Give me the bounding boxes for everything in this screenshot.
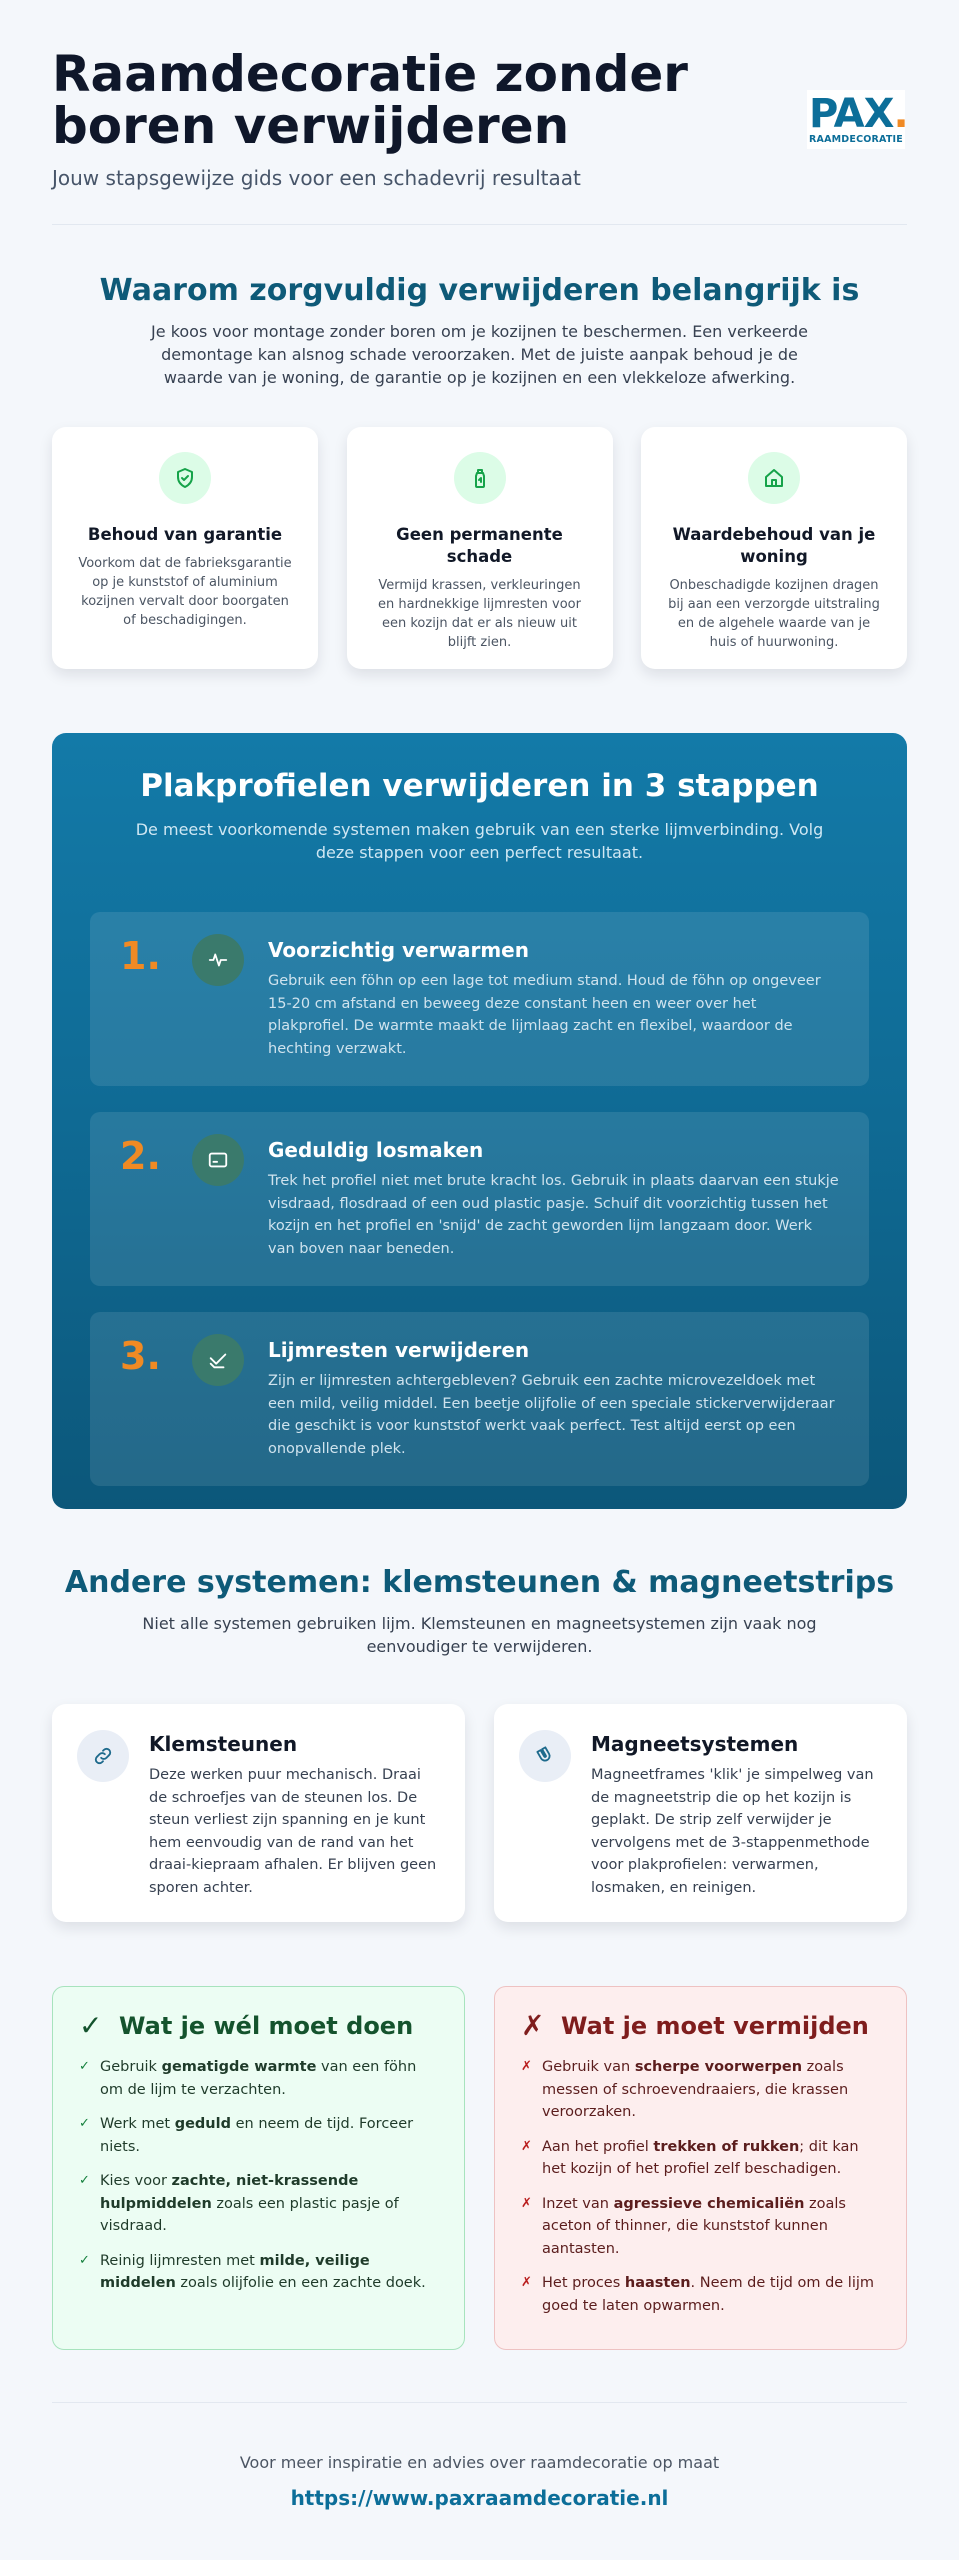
do-box	[52, 1986, 465, 2350]
why-cards	[52, 427, 907, 669]
steps-section	[52, 733, 907, 1509]
other-intro: Niet alle systemen gebruiken lijm. Klemsteunen en magneetsystemen zijn vaak nog eenvoudiger te verwijderen.	[142, 1614, 817, 1656]
text-post: ; dit kan het kozijn of het profiel zelf beschadigen.	[542, 2138, 859, 2177]
step-title: Geduldig losmaken	[268, 1138, 484, 1162]
other-card-title: Klemsteunen	[149, 1732, 298, 1756]
other-card-text: Magneetframes 'klik' je simpelweg van de magneetstrip die op het kozijn is geplakt. De strip zelf verwijder je vervolgens met de 3-stappenmethode voor plakprofielen: verwarmen, losmaken, en reinigen.	[591, 1767, 874, 1896]
step-number: 2.	[120, 1134, 161, 1178]
house-icon	[748, 452, 800, 504]
step-number: 3.	[120, 1334, 161, 1378]
list-item	[79, 2056, 438, 2101]
other-card-title: Magneetsystemen	[591, 1732, 799, 1756]
other-title: Andere systemen: klemsteunen & magneetstrips	[64, 1565, 895, 1600]
logo-wordmark	[809, 91, 908, 137]
text-pre: Gebruik van	[542, 2059, 635, 2075]
step-body	[268, 1334, 839, 1486]
cross-icon: ✗	[521, 2275, 532, 2290]
pax-logo[interactable]	[807, 90, 908, 149]
dont-heading	[521, 2009, 880, 2042]
cross-icon: ✗	[521, 2059, 532, 2074]
text-post: en neem de tijd. Forceer niets.	[100, 2116, 414, 2155]
list-item	[521, 2193, 880, 2261]
step-body	[268, 934, 839, 1086]
header-text	[52, 45, 712, 190]
list-item-text	[542, 2272, 880, 2317]
cross-icon: ✗	[521, 2195, 532, 2211]
text-bold: milde, veilige middelen	[100, 2252, 370, 2291]
why-card-title: Waardebehoud van je woning	[672, 525, 876, 566]
other-card-body	[149, 1730, 437, 1922]
text-post: zoals aceton of thinner, die kunststof kunnen aantasten.	[542, 2195, 846, 2257]
text-post: zoals olijfolie en een zachte doek.	[175, 2275, 426, 2291]
list-item-text	[100, 2113, 438, 2158]
page-title: Raamdecoratie zonder boren verwijderen	[52, 45, 688, 155]
step-title: Voorzichtig verwarmen	[268, 938, 529, 962]
step-item	[90, 912, 869, 1086]
text-bold: agressieve chemicaliën	[613, 2195, 805, 2212]
check-icon: ✓	[79, 2009, 103, 2042]
text-pre: Inzet van	[542, 2195, 614, 2212]
text-bold: zachte, niet-krassende hulpmiddelen	[100, 2173, 359, 2212]
footer-website-link[interactable]: https://www.paxraamdecoratie.nl	[290, 2486, 669, 2510]
list-item	[79, 2250, 438, 2295]
text-post: van een föhn om de lijm te verzachten.	[100, 2059, 417, 2098]
other-card-clamps	[52, 1704, 465, 1922]
why-title: Waarom zorgvuldig verwijderen belangrijk is	[99, 273, 860, 308]
text-bold: haasten	[624, 2275, 691, 2291]
magnet-icon	[519, 1730, 571, 1782]
why-card-title: Geen permanente schade	[396, 525, 563, 566]
footer-text: Voor meer inspiratie en advies over raamdecoratie op maat	[239, 2453, 720, 2472]
list-item-text	[542, 2193, 880, 2261]
text-post: . Neem de tijd om de lijm goed te laten opwarmen.	[542, 2275, 875, 2314]
other-card-body	[591, 1730, 879, 1922]
do-list	[79, 2056, 438, 2295]
dont-box	[494, 1986, 907, 2350]
step-number: 1.	[120, 934, 161, 978]
logo-subtext: RAAMDECORATIE	[809, 134, 903, 145]
steps-list	[90, 912, 869, 1486]
why-card-title: Behoud van garantie	[87, 525, 283, 544]
step-text: Gebruik een föhn op een lage tot medium stand. Houd de föhn op ongeveer 15-20 cm afstand en beweeg deze constant heen en weer over het plakprofiel. De warmte maakt de lijmlaag zacht en flexibel, waardoor de hechting verzwakt.	[268, 973, 821, 1057]
list-item-text	[100, 2170, 438, 2238]
text-pre: Reinig lijmresten met	[100, 2252, 260, 2269]
list-item	[79, 2170, 438, 2238]
step-text: Trek het profiel niet met brute kracht los. Gebruik in plaats daarvan een stukje visdraad, flosdraad of een oud plastic pasje. Schuif dit voorzichtig tussen het kozijn en het profiel en 'snijd' de zacht geworden lijm langzaam door. Werk van boven naar beneden.	[268, 1173, 839, 1257]
list-item	[521, 2056, 880, 2124]
link-icon	[77, 1730, 129, 1782]
logo-main-text: PAX	[809, 91, 894, 137]
text-pre: Werk met	[100, 2116, 175, 2132]
footer	[52, 2402, 907, 2510]
why-card-text: Vermijd krassen, verkleuringen en hardnekkige lijmresten voor een kozijn dat er als nieuw uit blijft zien.	[378, 578, 581, 650]
do-title: Wat je wél moet doen	[119, 2011, 414, 2040]
other-card-text: Deze werken puur mechanisch. Draai de schroefjes van de steunen los. De steun verliest zijn spanning en je kunt hem eenvoudig van de rand van het draai-kiepraam afhalen. Er blijven geen sporen achter.	[149, 1767, 437, 1896]
text-pre: Aan het profiel	[542, 2138, 654, 2155]
step-body	[268, 1134, 839, 1286]
text-pre: Het proces	[542, 2275, 625, 2291]
text-pre: Gebruik	[100, 2059, 162, 2075]
list-item-text	[100, 2250, 438, 2295]
logo-dot: .	[893, 91, 908, 137]
step-title: Lijmresten verwijderen	[268, 1338, 530, 1362]
check-icon: ✓	[79, 2059, 90, 2074]
text-bold: gematigde warmte	[161, 2059, 317, 2075]
step-text: Zijn er lijmresten achtergebleven? Gebruik een zachte microvezeldoek met een mild, veilig middel. Een beetje olijfolie of een speciale stickerverwijderaar die geschikt is voor kunststof werkt vaak perfect. Test altijd eerst op een onopvallende plek.	[268, 1373, 835, 1457]
cross-icon: ✗	[521, 2009, 545, 2042]
dont-list	[521, 2056, 880, 2317]
list-item-text	[542, 2136, 880, 2181]
text-bold: trekken of rukken	[653, 2138, 800, 2155]
why-section	[52, 225, 907, 669]
text-post: zoals messen of schroevendraaiers, die krassen veroorzaken.	[542, 2059, 849, 2120]
list-item	[79, 2113, 438, 2158]
bottle-icon	[454, 452, 506, 504]
check-icon: ✓	[79, 2173, 90, 2188]
activity-icon	[192, 934, 244, 986]
text-bold: scherpe voorwerpen	[634, 2059, 803, 2075]
card-icon	[192, 1134, 244, 1186]
step-item	[90, 1112, 869, 1286]
why-card-text: Onbeschadigde kozijnen dragen bij aan een verzorgde uitstraling en de algehele waarde van je huis of huurwoning.	[668, 578, 880, 650]
other-systems-section	[52, 1509, 907, 1922]
other-card-magnets	[494, 1704, 907, 1922]
list-item-text	[100, 2056, 438, 2101]
do-dont-section	[52, 1986, 907, 2350]
other-cards	[52, 1704, 907, 1922]
shield-check-icon	[159, 452, 211, 504]
dont-title: Wat je moet vermijden	[561, 2011, 869, 2040]
wipe-icon	[192, 1334, 244, 1386]
list-item	[521, 2136, 880, 2181]
list-item-text	[542, 2056, 880, 2124]
why-card-value	[641, 427, 907, 669]
why-card-no-damage	[347, 427, 613, 669]
steps-intro: De meest voorkomende systemen maken gebruik van een sterke lijmverbinding. Volg deze stappen voor een perfect resultaat.	[135, 820, 824, 862]
cross-icon: ✗	[521, 2138, 532, 2154]
text-pre: Kies voor	[100, 2173, 172, 2189]
why-card-guarantee	[52, 427, 318, 669]
steps-title: Plakprofielen verwijderen in 3 stappen	[140, 768, 819, 804]
step-item	[90, 1312, 869, 1486]
why-card-text: Voorkom dat de fabrieksgarantie op je kunststof of aluminium kozijnen vervalt door boorgaten of beschadigingen.	[78, 556, 292, 628]
why-intro: Je koos voor montage zonder boren om je kozijnen te beschermen. Een verkeerde demontage kan alsnog schade veroorzaken. Met de juiste aanpak behoud je de waarde van je woning, de garantie op je kozijnen en een vlekkeloze afwerking.	[151, 322, 808, 387]
text-bold: geduld	[174, 2116, 231, 2132]
do-heading	[79, 2009, 438, 2042]
check-icon: ✓	[79, 2116, 90, 2131]
text-post: zoals een plastic pasje of visdraad.	[100, 2195, 399, 2234]
check-icon: ✓	[79, 2252, 90, 2268]
header	[52, 0, 907, 225]
list-item	[521, 2272, 880, 2317]
page-subtitle: Jouw stapsgewijze gids voor een schadevrij resultaat	[52, 166, 581, 190]
